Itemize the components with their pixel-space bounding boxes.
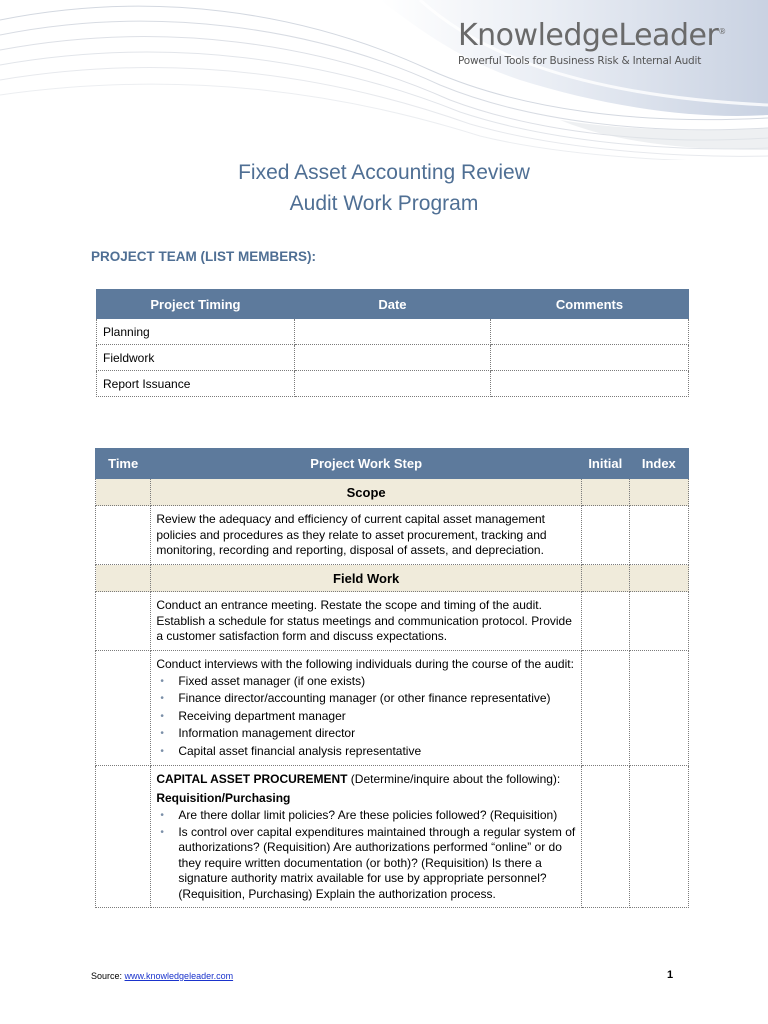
index-cell[interactable] <box>629 506 688 565</box>
list-item: • Fixed asset manager (if one exists) <box>156 673 576 691</box>
column-header: Index <box>629 449 688 479</box>
table-row <box>96 506 689 565</box>
initial-cell[interactable] <box>581 651 629 766</box>
column-header: Date <box>294 290 490 319</box>
procurement-label: CAPITAL ASSET PROCUREMENT <box>156 772 348 786</box>
brand-name-text: KnowledgeLeader <box>458 18 719 53</box>
table-row <box>97 371 689 397</box>
section-label: Scope <box>151 479 582 506</box>
initial-cell[interactable] <box>581 766 629 908</box>
work-step-procurement <box>151 766 582 908</box>
column-header: Time <box>96 449 151 479</box>
source-link[interactable]: www.knowledgeleader.com <box>124 971 234 981</box>
brand-tagline: Powerful Tools for Business Risk & Internal Audit <box>458 55 702 67</box>
initial-cell[interactable] <box>581 592 629 651</box>
table-row <box>96 651 689 766</box>
list-item: • Finance director/accounting manager (or other finance representative) <box>156 690 576 708</box>
document-subtitle: Audit Work Program <box>289 192 479 215</box>
comments-cell[interactable] <box>490 345 688 371</box>
procurement-note: (Determine/inquire about the following): <box>347 772 561 786</box>
timing-label: Report Issuance <box>97 371 295 397</box>
column-header: Initial <box>581 449 629 479</box>
footer-source <box>91 971 233 981</box>
list-item: • Are there dollar limit policies? Are these policies followed? (Requisition) <box>156 807 576 825</box>
time-cell[interactable] <box>96 506 151 565</box>
comments-cell[interactable] <box>490 371 688 397</box>
registered-mark: ® <box>718 27 726 36</box>
table-row <box>97 345 689 371</box>
time-cell[interactable] <box>96 651 151 766</box>
index-cell[interactable] <box>629 651 688 766</box>
list-item: • Information management director <box>156 725 576 743</box>
table-row <box>97 319 689 345</box>
section-band-field-work <box>96 565 689 592</box>
date-cell[interactable] <box>294 319 490 345</box>
section-label: Field Work <box>151 565 582 592</box>
list-item: • Is control over capital expenditures maintained through a regular system of authorizations? (Requisition) Are authorizations performed “online” or do they require written documentation (or both)? (Requisition) Is there a signature authority matrix available for use by appropriate personnel? (Requisition, Purchasing) Explain the authorization process. <box>156 825 576 903</box>
column-header: Project Timing <box>97 290 295 319</box>
source-label: Source: <box>91 971 125 981</box>
index-cell[interactable] <box>629 766 688 908</box>
index-cell[interactable] <box>629 592 688 651</box>
timing-label: Fieldwork <box>97 345 295 371</box>
list-item: • Capital asset financial analysis representative <box>156 743 576 761</box>
table-row <box>96 592 689 651</box>
table-header-row <box>97 290 689 319</box>
column-header: Comments <box>490 290 688 319</box>
work-step-text: Review the adequacy and efficiency of current capital asset management policies and procedures as they relate to asset procurement, tracking and monitoring, recording and reporting, disposal of assets, and depreciation. <box>151 506 582 565</box>
section-band-scope <box>96 479 689 506</box>
time-cell[interactable] <box>96 592 151 651</box>
project-timing-table <box>96 289 689 397</box>
work-step-text: Conduct interviews with the following individuals during the course of the audit: <box>156 657 574 671</box>
initial-cell <box>581 479 629 506</box>
table-header-row <box>96 449 689 479</box>
initial-cell <box>581 565 629 592</box>
work-step-interviews <box>151 651 582 766</box>
comments-cell[interactable] <box>490 319 688 345</box>
date-cell[interactable] <box>294 345 490 371</box>
timing-label: Planning <box>97 319 295 345</box>
time-cell <box>96 565 151 592</box>
audit-work-step-table <box>95 448 689 908</box>
interviewee-list <box>156 673 576 761</box>
brand-name <box>458 18 726 53</box>
index-cell <box>629 479 688 506</box>
table-row <box>96 766 689 908</box>
requisition-heading: Requisition/Purchasing <box>156 790 291 805</box>
column-header: Project Work Step <box>151 449 582 479</box>
project-team-heading: PROJECT TEAM (LIST MEMBERS): <box>91 249 316 264</box>
time-cell[interactable] <box>96 766 151 908</box>
procurement-intro <box>156 772 576 788</box>
work-step-text: Conduct an entrance meeting. Restate the scope and timing of the audit. Establish a schedule for status meetings and communication protocol. Provide a customer satisfaction form and discuss expectations. <box>151 592 582 651</box>
date-cell[interactable] <box>294 371 490 397</box>
time-cell <box>96 479 151 506</box>
index-cell <box>629 565 688 592</box>
initial-cell[interactable] <box>581 506 629 565</box>
document-title: Fixed Asset Accounting Review <box>238 161 530 184</box>
brand-logo <box>458 18 726 67</box>
requisition-list <box>156 807 576 902</box>
list-item: • Receiving department manager <box>156 708 576 726</box>
page-number: 1 <box>667 969 674 981</box>
